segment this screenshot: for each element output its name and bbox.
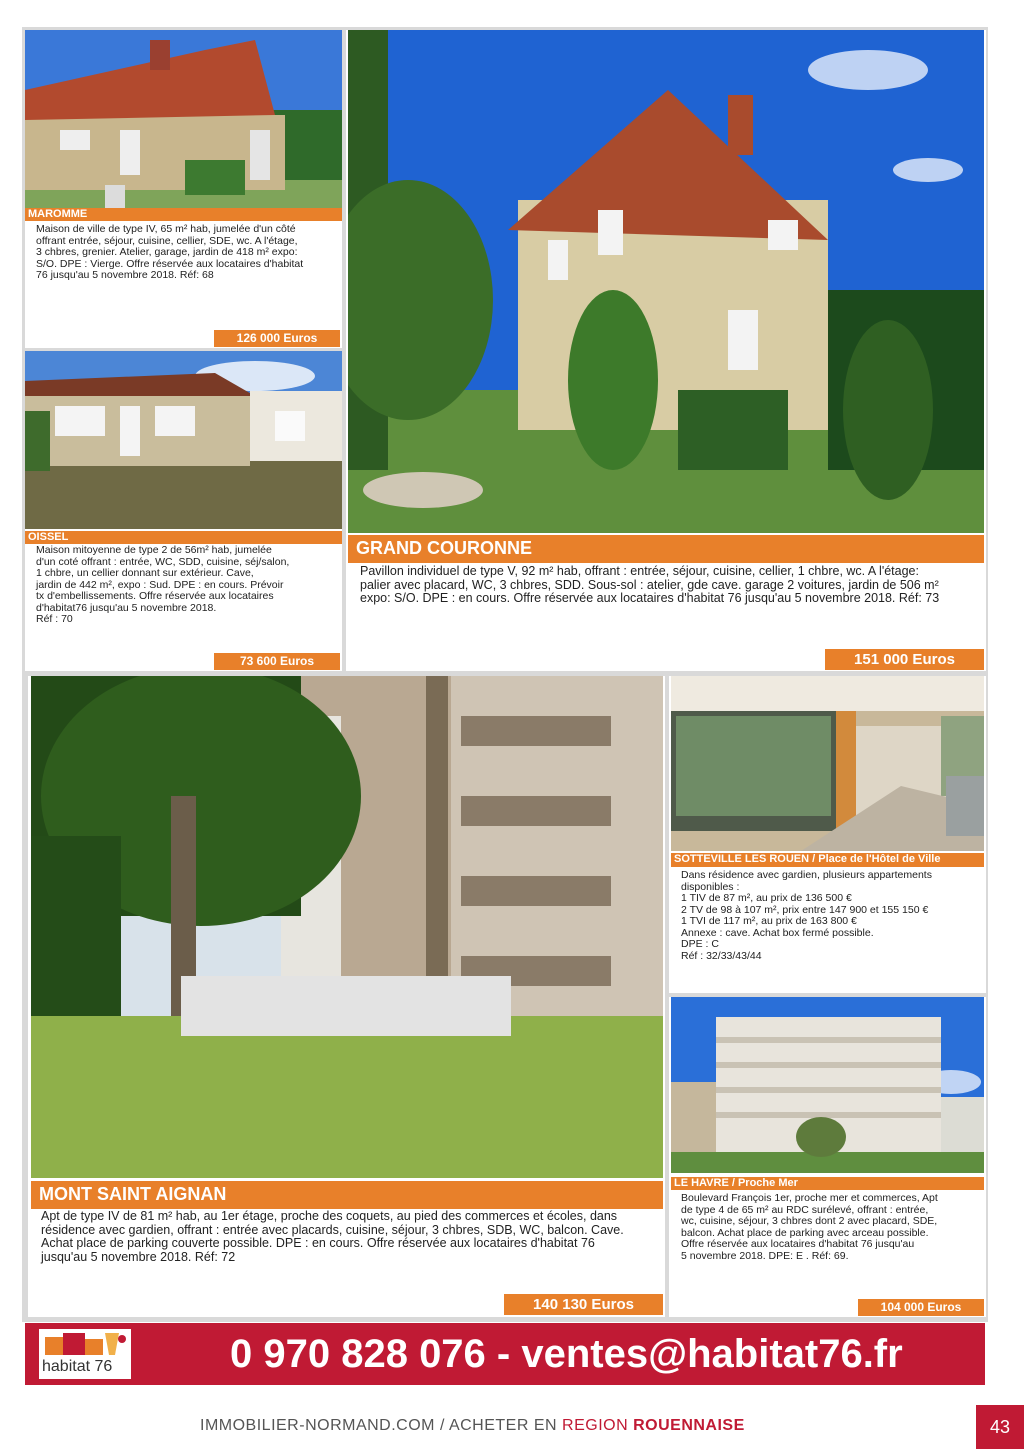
listing-grand-couronne[interactable]: [346, 30, 986, 671]
listing-mont-saint-aignan[interactable]: [28, 676, 665, 1317]
maromme-description: Maison de ville de type IV, 65 m² hab, jumelée d'un côté offrant entrée, séjour, cuisine, cellier, SDE, wc. A l'étage, 3 chbres, grenier. Atelier, garage, jardin de 418 m² expo: S/O. DPE : Vierge. Offre réservée aux locataires d'habitat 76 jusqu'au 5 novembre 2018. Réf: 68: [36, 223, 304, 281]
city-sotteville: SOTTEVILLE LES ROUEN / Place de l'Hôtel de Ville: [671, 853, 984, 867]
oissel-description: Maison mitoyenne de type 2 de 56m² hab, jumelée d'un coté offrant : entrée, WC, SDD, cuisine, séj/salon, 1 chbre, un cellier donnant sur extérieur. Cave, jardin de 442 m², expo : Sud. DPE : en cours. Prévoir tx d'embellissements. Offre réservée aux locataires d'habitat76 jusqu'au 5 novembre 2018. Réf : 70: [36, 544, 290, 625]
listing-le-havre[interactable]: [669, 997, 986, 1317]
maromme-photo: [25, 30, 342, 208]
mont-saint-aignan-description: Apt de type IV de 81 m² hab, au 1er étage, proche des coquets, au pied des commerces et écoles, dans résidence avec gardien, offrant : entrée avec placards, cuisine, séjour, 3 chbres, SDB, WC, balcon. Cave. Achat place de parking couverte possible. DPE : en cours. Offre réservée aux locataires d'habitat 76 jusqu'au 5 novembre 2018. Réf: 72: [41, 1209, 624, 1264]
listing-maromme[interactable]: [25, 30, 342, 348]
listing-oissel[interactable]: [25, 351, 342, 671]
footer-text: [200, 1417, 745, 1435]
contact-banner: [25, 1323, 985, 1385]
city-le-havre: LE HAVRE / Proche Mer: [671, 1177, 984, 1190]
listing-sotteville[interactable]: [669, 676, 986, 993]
city-oissel: OISSEL: [25, 531, 342, 544]
city-mont-saint-aignan: MONT SAINT AIGNAN: [31, 1181, 663, 1209]
page-number: 43: [976, 1405, 1024, 1449]
le-havre-photo: [671, 997, 984, 1173]
oissel-price: 73 600 Euros: [214, 653, 340, 670]
oissel-photo: [25, 351, 342, 529]
footer-region-b: ROUENNAISE: [633, 1417, 745, 1434]
city-grand-couronne: GRAND COURONNE: [348, 535, 984, 563]
logo-text: habitat 76: [42, 1358, 113, 1375]
footer-site[interactable]: IMMOBILIER-NORMAND.COM / ACHETER EN: [200, 1417, 563, 1434]
grand-couronne-photo: [348, 30, 984, 533]
le-havre-price: 104 000 Euros: [858, 1299, 984, 1316]
mont-saint-aignan-photo: [31, 676, 663, 1178]
habitat76-logo[interactable]: [39, 1329, 131, 1379]
sotteville-photo: [671, 676, 984, 851]
footer: [0, 1405, 1024, 1449]
mont-saint-aignan-price: 140 130 Euros: [504, 1294, 663, 1315]
footer-region-a: REGION: [562, 1417, 634, 1434]
grand-couronne-price: 151 000 Euros: [825, 649, 984, 670]
sotteville-description: Dans résidence avec gardien, plusieurs appartements disponibles : 1 TIV de 87 m², au prix de 136 500 € 2 TV de 98 à 107 m², prix entre 147 900 et 155 150 € 1 TVI de 117 m², au prix de 163 800 € Annexe : cave. Achat box fermé possible. DPE : C Réf : 32/33/43/44: [681, 869, 932, 962]
city-maromme: MAROMME: [25, 208, 342, 221]
maromme-price: 126 000 Euros: [214, 330, 340, 347]
le-havre-description: Boulevard François 1er, proche mer et commerces, Apt de type 4 de 65 m² au RDC surélevé, offrant : entrée, wc, cuisine, séjour, 3 chbres dont 2 avec placard, SDE, balcon. Achat place de parking avec arceau possible. Offre réservée aux locataires d'habitat 76 jusqu'au 5 novembre 2018. DPE: E . Réf: 69.: [681, 1192, 938, 1262]
grand-couronne-description: Pavillon individuel de type V, 92 m² hab, offrant : entrée, séjour, cuisine, cellier, 1 chbre, wc. A l'étage: palier avec placard, WC, 3 chbres, SDD. Sous-sol : atelier, gde cave. garage 2 voitures, jardin de 506 m² expo: S/O. DPE : en cours. Offre réservée aux locataires d'habitat 76 jusqu'au 5 novembre 2018. Réf: 73: [360, 564, 940, 605]
contact-info[interactable]: 0 970 828 076 - ventes@habitat76.fr: [230, 1332, 903, 1376]
